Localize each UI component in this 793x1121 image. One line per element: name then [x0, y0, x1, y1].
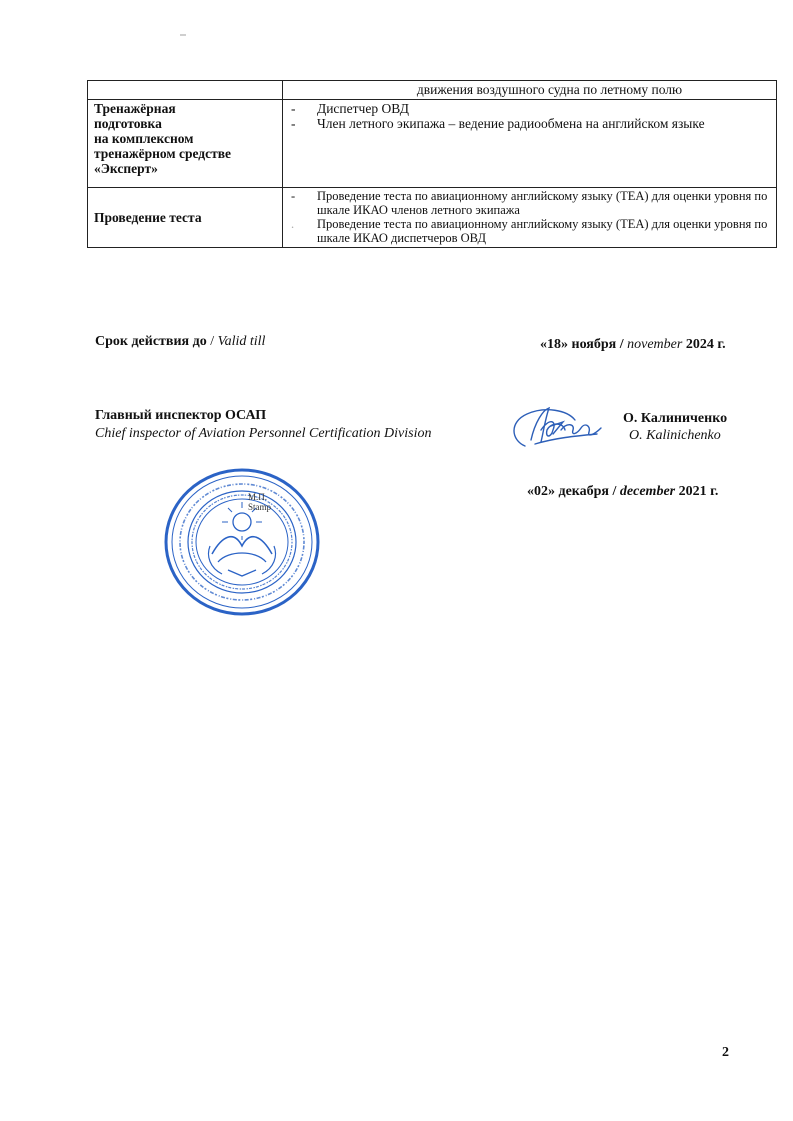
qualification-table	[87, 80, 777, 248]
date-month-en: november	[627, 337, 683, 352]
date-day: «18»	[540, 337, 568, 352]
list-item: - Проведение теста по авиационному английскому языку (TEA) для оценки уровня по шкале ИКАО членов летного экипажа	[289, 189, 770, 217]
row-label-simulator-training	[88, 100, 283, 188]
row-content-testing	[283, 188, 777, 248]
label-line: тренажёрном средстве	[94, 146, 232, 161]
separator: /	[210, 334, 215, 349]
inspector-name-ru: О. Калиниченко	[623, 411, 728, 426]
scan-mark	[180, 34, 186, 36]
validity-label-ru: Срок действия до	[95, 334, 207, 349]
table-row	[88, 81, 777, 100]
label-line: «Эксперт»	[94, 161, 158, 176]
row-content-simulator-training	[283, 100, 777, 188]
table-row	[88, 188, 777, 248]
issue-date	[527, 484, 718, 500]
stamp-mark	[248, 492, 271, 512]
label-line: Тренажёрная	[94, 101, 176, 116]
item-list	[289, 189, 770, 245]
inspector-title-en: Chief inspector of Aviation Personnel Certification Division	[95, 426, 432, 441]
date-year: 2024 г.	[685, 337, 726, 352]
label-line: подготовка	[94, 116, 162, 131]
date-month-ru: ноября	[571, 337, 617, 352]
stamp-mp-en: Stamp	[248, 502, 272, 512]
date-month-ru: декабря	[558, 484, 610, 499]
separator: /	[619, 337, 624, 352]
label-line: на комплексном	[94, 131, 194, 146]
official-stamp	[162, 466, 322, 618]
item-list	[289, 101, 770, 131]
list-item: - Член летного экипажа – ведение радиообмена на английском языке	[289, 116, 770, 131]
continuation-text: движения воздушного судна по летному полю	[416, 82, 683, 97]
stamp-mp-ru: М.П.	[248, 492, 268, 502]
date-day: «02»	[527, 484, 555, 499]
inspector-title-ru: Главный инспектор ОСАП	[95, 408, 267, 423]
table-row	[88, 100, 777, 188]
page-number: 2	[722, 1045, 729, 1060]
row-label-testing: Проведение теста	[88, 188, 283, 248]
validity-date	[540, 337, 726, 353]
separator: /	[612, 484, 617, 499]
list-item: - Диспетчер ОВД	[289, 101, 770, 116]
table-cell-empty	[88, 81, 283, 100]
date-month-en: december	[619, 484, 676, 499]
validity-label	[95, 334, 265, 350]
validity-label-en: Valid till	[217, 334, 266, 349]
list-item: . Проведение теста по авиационному английскому языку (TEA) для оценки уровня по шкале ИКАО диспетчеров ОВД	[289, 217, 770, 245]
table-cell-continuation	[283, 81, 777, 100]
signature	[505, 400, 615, 455]
date-year: 2021 г.	[678, 484, 719, 499]
inspector-name-en: O. Kalinichenko	[629, 428, 721, 443]
